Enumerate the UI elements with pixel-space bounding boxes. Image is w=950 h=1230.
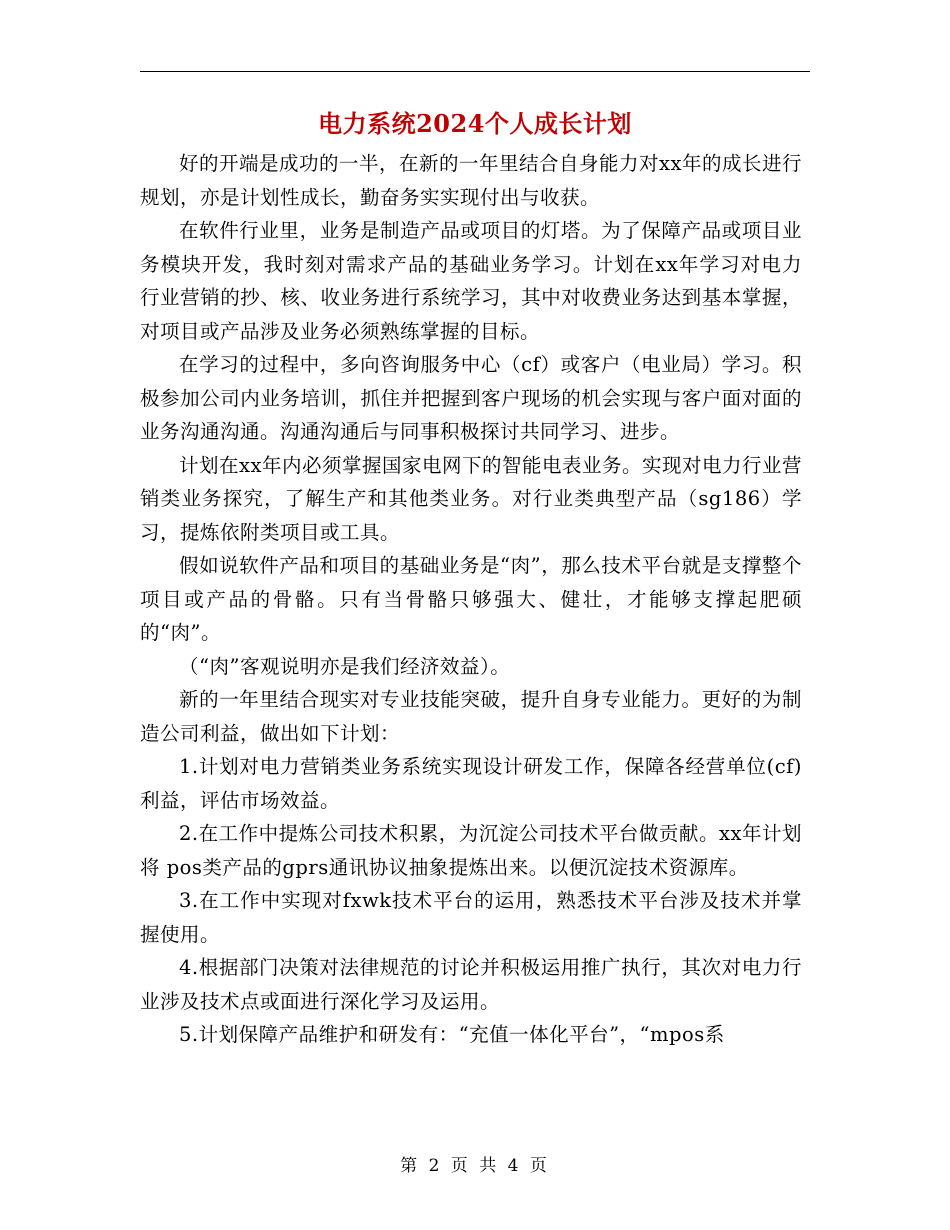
paragraph-intro: 好的开端是成功的一半，在新的一年里结合自身能力对xx年的成长进行规划，亦是计划性成长，勤奋务实实现付出与收获。 xyxy=(140,152,802,209)
paragraph-learning: 在学习的过程中，多向咨询服务中心（cf）或客户（电业局）学习。积极参加公司内业务培训，抓住并把握到客户现场的机会实现与客户面对面的业务沟通沟通。沟通沟通后与同事积极探讨共同学习、进步。 xyxy=(140,353,802,443)
paragraph-smart-meter: 计划在xx年内必须掌握国家电网下的智能电表业务。实现对电力行业营销类业务探究，了解生产和其他类业务。对行业类典型产品（sg186）学习，提炼依附类项目或工具。 xyxy=(140,453,802,544)
page-number-footer: 第 2 页 共 4 页 xyxy=(400,1156,550,1176)
document-body xyxy=(140,147,802,1052)
header-rule xyxy=(140,71,810,72)
document-title: 电力系统2024个人成长计划 xyxy=(318,109,632,138)
list-item-2: 2.在工作中提炼公司技术积累，为沉淀公司技术平台做贡献。xx年计划将 pos类产品的gprs通讯协议抽象提炼出来。以便沉淀技术资源库。 xyxy=(140,822,802,879)
list-item-4: 4.根据部门决策对法律规范的讨论并积极运用推广执行，其次对电力行业涉及技术点或面进行深化学习及运用。 xyxy=(140,956,802,1013)
list-item-1: 1.计划对电力营销类业务系统实现设计研发工作，保障各经营单位(cf)利益，评估市场效益。 xyxy=(140,755,802,812)
list-item-3: 3.在工作中实现对fxwk技术平台的运用，熟悉技术平台涉及技术并掌握使用。 xyxy=(140,889,802,946)
paragraph-plan-intro: 新的一年里结合现实对专业技能突破，提升自身专业能力。更好的为制造公司利益，做出如下计划： xyxy=(140,688,802,745)
paragraph-note: （“肉”客观说明亦是我们经济效益）。 xyxy=(179,654,511,678)
paragraph-business: 在软件行业里，业务是制造产品或项目的灯塔。为了保障产品或项目业务模块开发，我时刻对需求产品的基础业务学习。计划在xx年学习对电力行业营销的抄、核、收业务进行系统学习，其中对收费业务达到基本掌握，对项目或产品涉及业务必须熟练掌握的目标。 xyxy=(140,219,802,343)
list-item-5: 5.计划保障产品维护和研发有：“充值一体化平台”，“mpos系 xyxy=(179,1023,725,1046)
paragraph-metaphor: 假如说软件产品和项目的基础业务是“肉”，那么技术平台就是支撑整个项目或产品的骨骼。只有当骨骼只够强大、健壮，才能够支撑起肥硕的“肉”。 xyxy=(140,554,802,644)
